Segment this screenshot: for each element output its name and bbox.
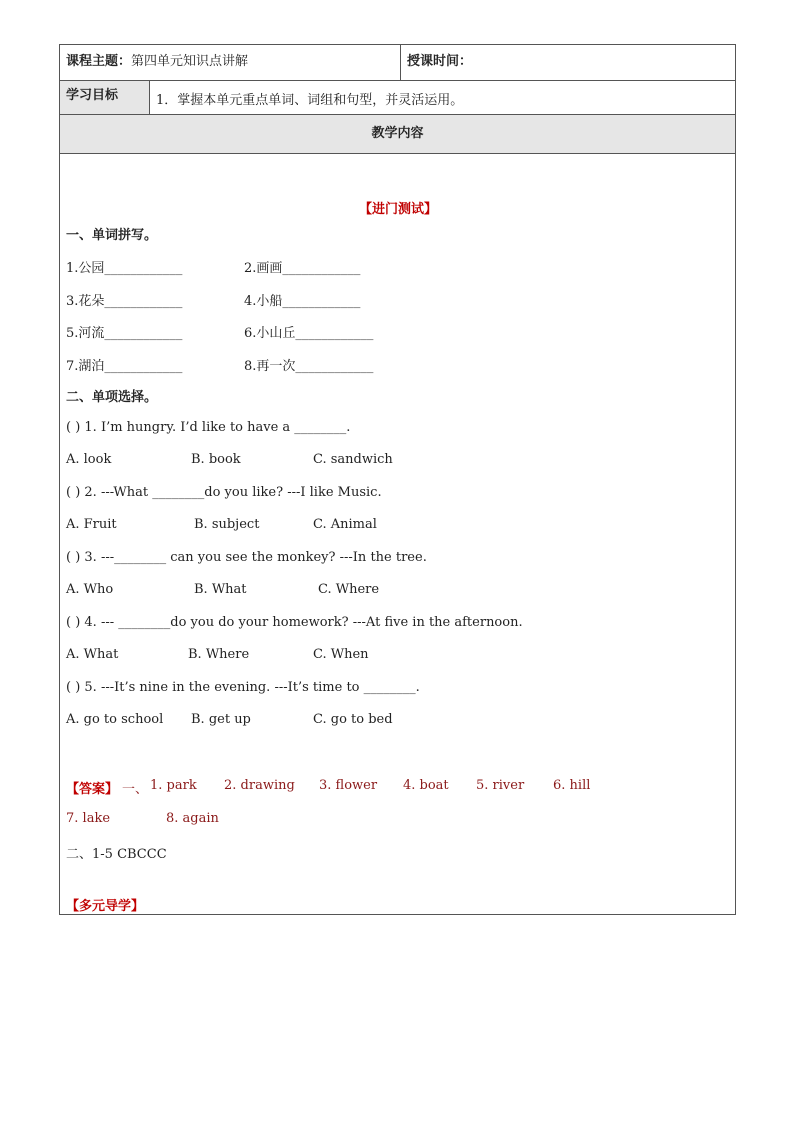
option-a: A. look: [66, 452, 112, 467]
section1-title: 一、单词拼写。: [66, 228, 158, 243]
question-text: ( ) 4. --- ________do you do your homework? ---At five in the afternoon.: [66, 615, 523, 630]
topic-cell: [60, 45, 401, 80]
answer-item: 5. river: [476, 778, 525, 793]
option-a: A. Who: [66, 582, 114, 597]
content-body: [60, 154, 735, 914]
answer-label: 【答案】: [66, 782, 119, 797]
content-header-row: [60, 115, 735, 154]
answer-item: 2. drawing: [224, 778, 295, 793]
word-item: 2.画画____________: [244, 261, 361, 276]
question-text: ( ) 1. I’m hungry. I’d like to have a ________.: [66, 420, 351, 435]
word-item: 3.花朵____________: [66, 294, 183, 309]
multi-guide-title: 【多元导学】: [66, 899, 145, 914]
option-c: C. Where: [318, 582, 380, 597]
word-item: 1.公园____________: [66, 261, 183, 276]
question-text: ( ) 5. ---It’s nine in the evening. ---It’s time to ________.: [66, 680, 420, 695]
word-item: 5.河流____________: [66, 326, 183, 341]
option-b: B. get up: [191, 712, 251, 727]
time-cell: [401, 45, 735, 80]
question-text: ( ) 3. ---________ can you see the monkey? ---In the tree.: [66, 550, 427, 565]
option-c: C. sandwich: [313, 452, 393, 467]
answer-item: 1. park: [150, 778, 197, 793]
option-b: B. What: [194, 582, 247, 597]
answer-part2: 二、1-5 CBCCC: [66, 847, 167, 862]
word-item: 7.湖泊____________: [66, 359, 183, 374]
answer-prefix: 一、: [122, 782, 149, 797]
option-b: B. Where: [188, 647, 250, 662]
answer-item: 8. again: [166, 811, 219, 826]
goal-label: 学习目标: [60, 81, 150, 114]
goal-row: [60, 81, 735, 115]
goal-text: 1．掌握本单元重点单词、词组和句型，并灵活运用。: [156, 93, 464, 108]
section2-title: 二、单项选择。: [66, 390, 158, 405]
time-label: 授课时间：: [407, 54, 473, 69]
word-item: 6.小山丘____________: [244, 326, 374, 341]
entry-test-title: 【进门测试】: [359, 202, 438, 217]
word-item: 4.小船____________: [244, 294, 361, 309]
option-b: B. book: [191, 452, 241, 467]
answer-item: 7. lake: [66, 811, 111, 826]
content-title: 教学内容: [371, 126, 424, 141]
word-item: 8.再一次____________: [244, 359, 374, 374]
option-a: A. What: [66, 647, 119, 662]
question-text: ( ) 2. ---What ________do you like? ---I like Music.: [66, 485, 382, 500]
option-a: A. go to school: [66, 712, 164, 727]
option-c: C. go to bed: [313, 712, 393, 727]
option-c: C. When: [313, 647, 369, 662]
option-a: A. Fruit: [66, 517, 117, 532]
topic-label: 课程主题：: [66, 54, 132, 69]
topic-value: 第四单元知识点讲解: [131, 54, 249, 69]
header-row: [60, 45, 735, 81]
lesson-sheet: [59, 44, 736, 915]
option-c: C. Animal: [313, 517, 377, 532]
answer-item: 3. flower: [319, 778, 378, 793]
answer-item: 6. hill: [553, 778, 591, 793]
answer-item: 4. boat: [403, 778, 449, 793]
option-b: B. subject: [194, 517, 260, 532]
